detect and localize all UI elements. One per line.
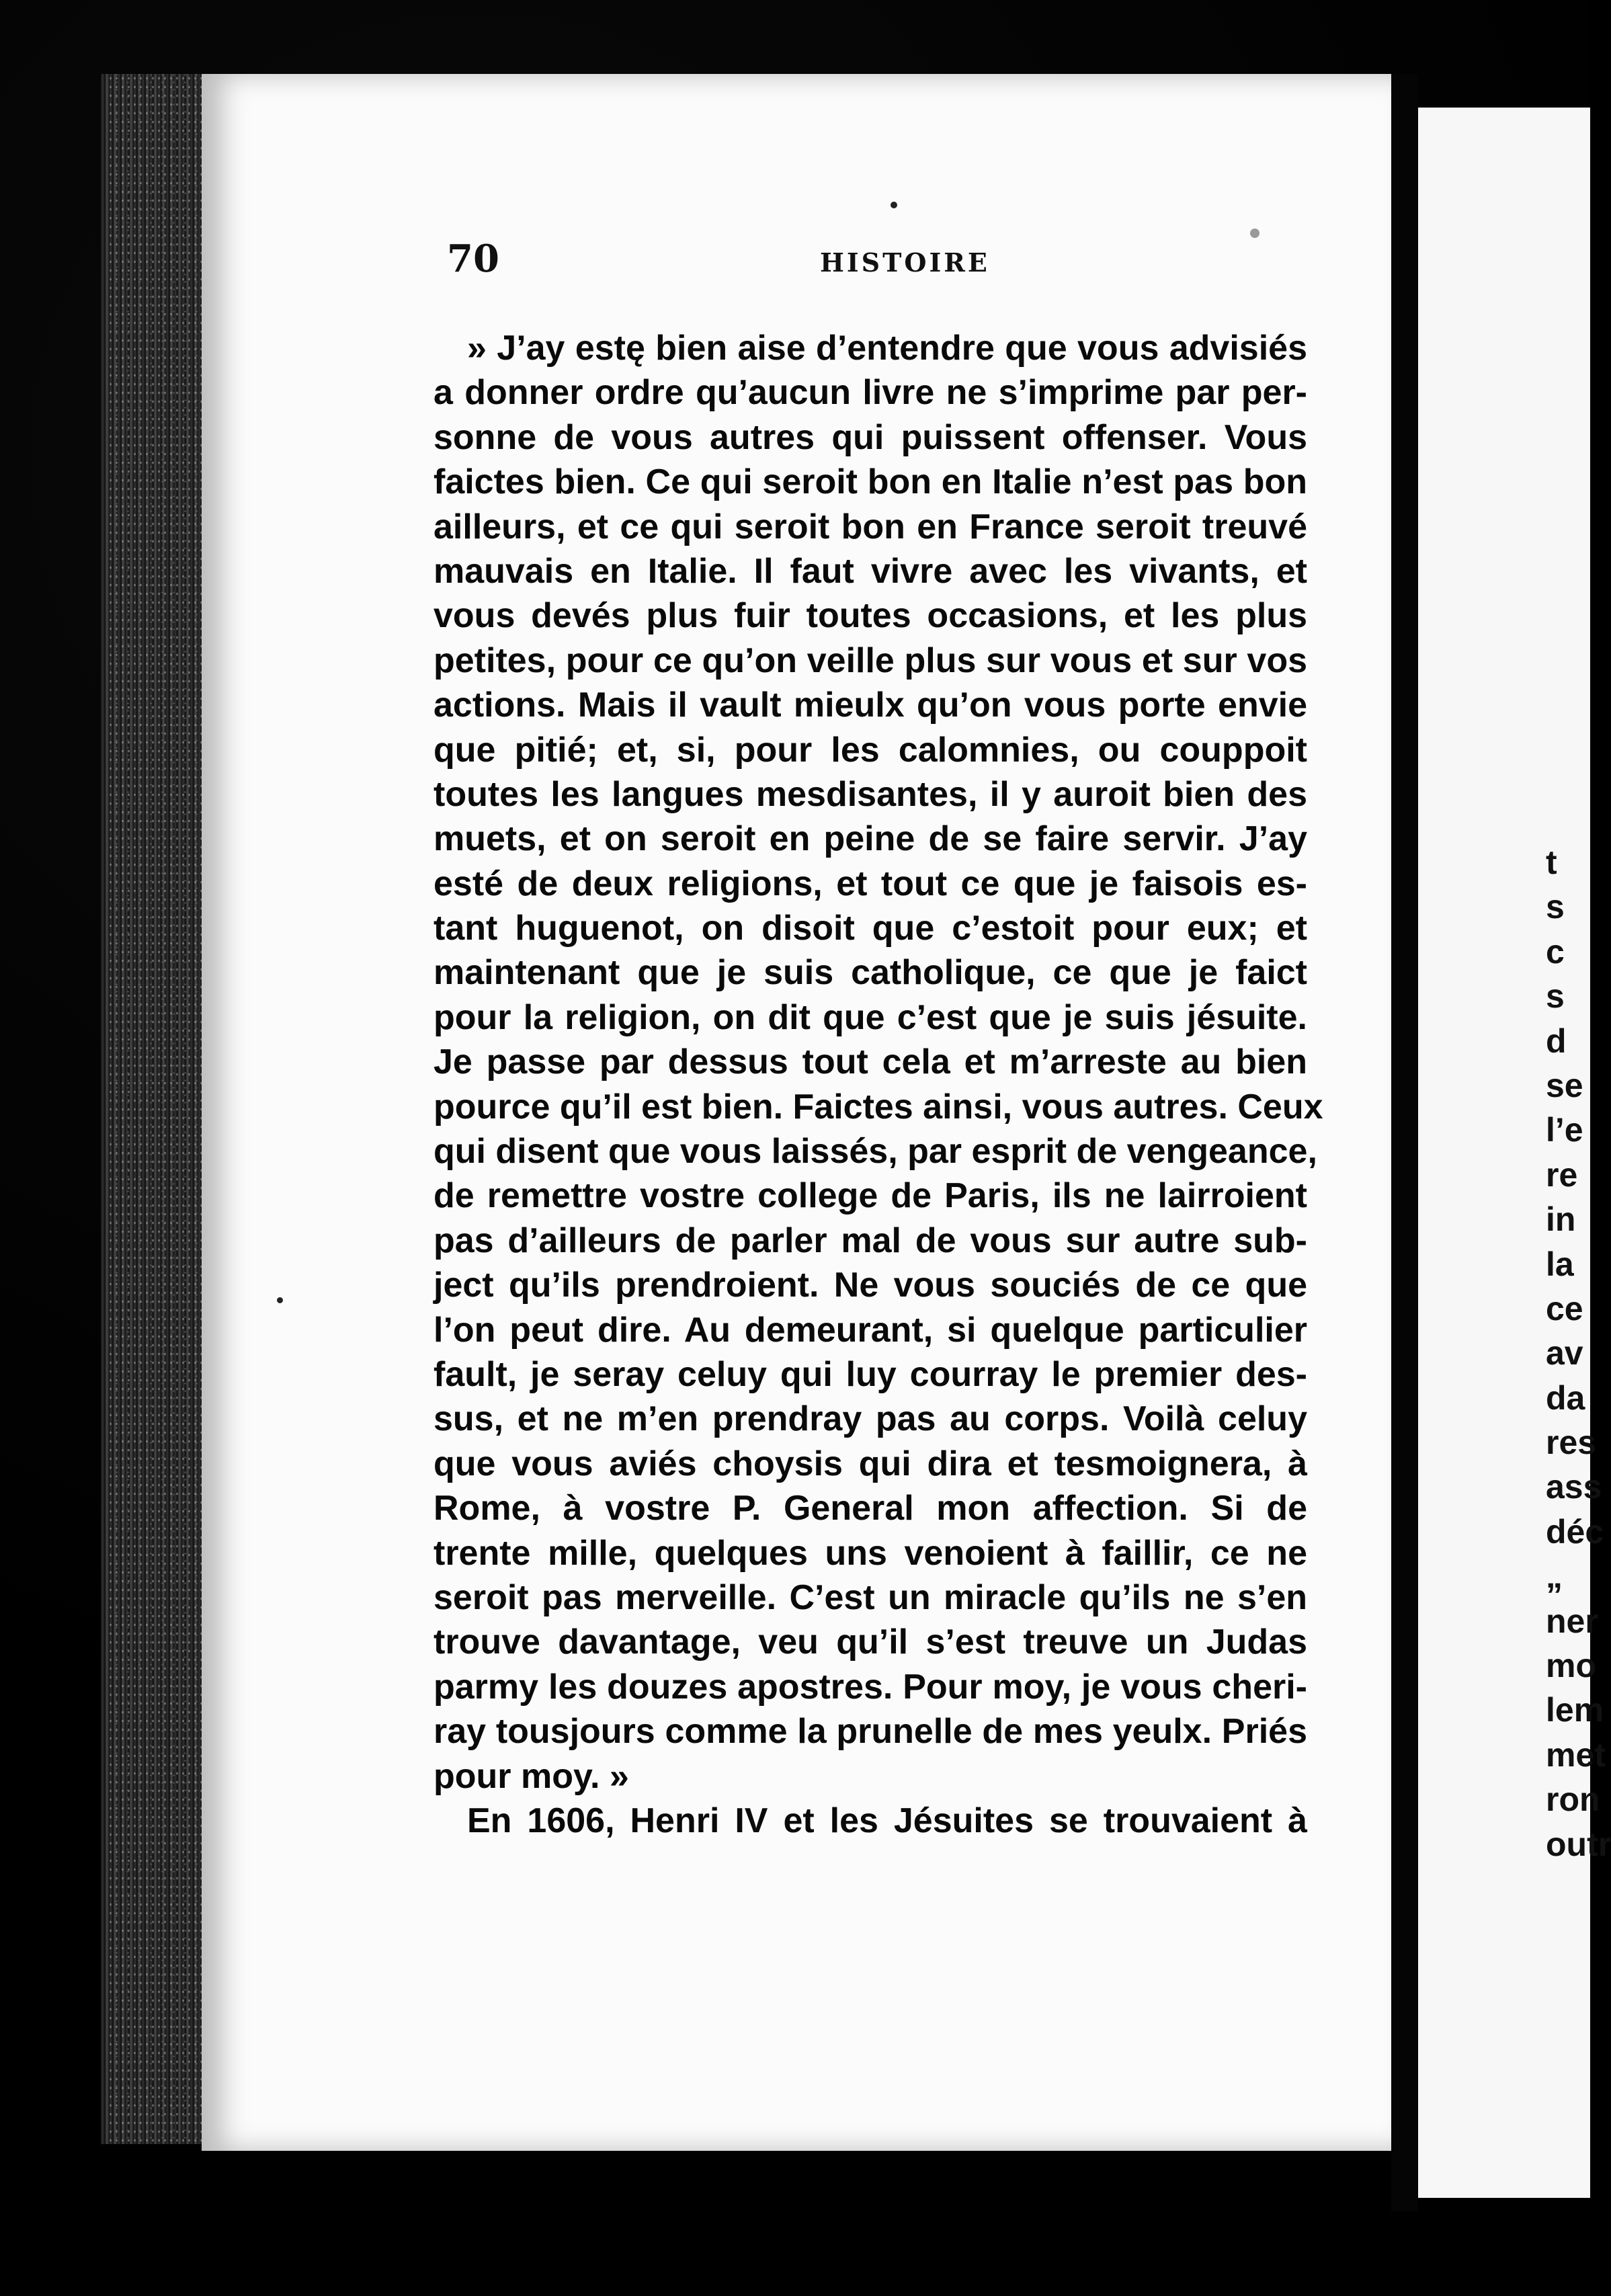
fragment: la <box>1546 1245 1574 1283</box>
fragment: av <box>1546 1334 1583 1372</box>
text-line: ject qu’ils prendroient. Ne vous souciés de ce que <box>433 1266 1307 1305</box>
text-line: que vous aviés choysis qui dira et tesmoignera, à <box>433 1444 1307 1483</box>
fragment: mo <box>1546 1647 1596 1685</box>
text-line: sus, et ne m’en prendray pas au corps. Voilà celuy <box>433 1399 1307 1439</box>
text-line: vous devés plus fuir toutes occasions, et les plus <box>433 596 1307 636</box>
text-line: pas d’ailleurs de parler mal de vous sur autre sub- <box>433 1221 1307 1260</box>
ink-speck <box>277 1297 283 1303</box>
text-line: trouve davantage, veu qu’il s’est treuve un Judas <box>433 1623 1307 1662</box>
fragment: outr <box>1546 1825 1611 1863</box>
fragment: in <box>1546 1200 1576 1239</box>
page-number: 70 <box>447 237 499 281</box>
fragment: „ <box>1546 1557 1563 1596</box>
fragment: l’e <box>1546 1111 1583 1149</box>
text-line: Rome, à vostre P. General mon affection. Si de <box>433 1489 1307 1528</box>
fragment: res <box>1546 1424 1597 1462</box>
fragment: s <box>1546 977 1565 1016</box>
right-page-text-fragments <box>1546 538 1611 1867</box>
text-line: tant huguenot, on disoit que c’estoit pour eux; et <box>433 909 1307 948</box>
page-gutter <box>1391 74 1418 2211</box>
text-line: Je passe par dessus tout cela et m’arreste au bien <box>433 1042 1307 1082</box>
fragment: t <box>1546 844 1557 881</box>
running-head <box>447 237 1294 297</box>
text-line: fault, je seray celuy qui luy courray le premier des- <box>433 1354 1307 1394</box>
fragment: re <box>1546 1155 1578 1194</box>
text-line: muets, et on seroit en peine de se faire servir. J’ay <box>433 819 1307 859</box>
text-line: pour moy. » <box>433 1756 629 1796</box>
text-line: que pitié; et, si, pour les calomnies, ou couppoit <box>433 730 1307 770</box>
fragment: ner <box>1546 1602 1598 1640</box>
text-line: l’on peut dire. Au demeurant, si quelque particulier <box>433 1310 1307 1350</box>
text-line: ailleurs, et ce qui seroit bon en France seroit treuvé <box>433 507 1307 546</box>
text-line: actions. Mais il vault mieulx qu’on vous porte envie <box>433 686 1307 725</box>
text-line: trente mille, quelques uns venoient à faillir, ce ne <box>433 1533 1307 1573</box>
text-line: pour la religion, on dit que c’est que je suis jésuite. <box>433 997 1307 1037</box>
text-line: » J’ay estę bien aise d’entendre que vous advisiés <box>467 329 1307 368</box>
text-line: seroit pas merveille. C’est un miracle qu’ils ne s’en <box>433 1577 1307 1617</box>
fragment: d <box>1546 1022 1567 1060</box>
text-line: petites, pour ce qu’on veille plus sur vous et sur vos <box>433 641 1307 680</box>
fragment: met <box>1546 1735 1606 1774</box>
body-text <box>433 326 1323 1843</box>
text-line: maintenant que je suis catholique, ce que je faict <box>433 953 1307 993</box>
fragment: s <box>1546 888 1565 926</box>
running-head-title: HISTOIRE <box>820 247 990 278</box>
text-line: faictes bien. Ce qui seroit bon en Italie n’est pas bon <box>433 462 1307 502</box>
fragment: ron <box>1546 1780 1600 1819</box>
text-line: toutes les langues mesdisantes, il y auroit bien des <box>433 774 1307 814</box>
fragment: c <box>1546 932 1565 971</box>
text-line: pource qu’il est bien. Faictes ainsi, vous autres. Ceux <box>433 1087 1323 1126</box>
text-line: ray tousjours comme la prunelle de mes yeulx. Priés <box>433 1712 1307 1752</box>
ink-speck <box>891 202 897 208</box>
text-line: sonne de vous autres qui puissent offenser. Vous <box>433 417 1307 457</box>
text-line: a donner ordre qu’aucun livre ne s’imprime par per- <box>433 373 1307 413</box>
fragment: se <box>1546 1066 1583 1104</box>
text-line: mauvais en Italie. Il faut vivre avec les vivants, et <box>433 551 1307 591</box>
binding-texture <box>108 74 208 2144</box>
text-line: parmy les douzes apostres. Pour moy, je vous cheri- <box>433 1667 1307 1707</box>
fragment: ass <box>1546 1468 1602 1506</box>
fragment: déc <box>1546 1512 1604 1551</box>
ink-speck <box>1250 229 1259 238</box>
text-line: esté de deux religions, et tout ce que je faisois es- <box>433 864 1307 903</box>
text-line: de remettre vostre college de Paris, ils ne lairroient <box>433 1176 1307 1216</box>
fragment: da <box>1546 1379 1585 1417</box>
fragment: ce <box>1546 1289 1583 1327</box>
text-line: En 1606, Henri IV et les Jésuites se trouvaient à <box>467 1801 1307 1840</box>
text-line: qui disent que vous laissés, par esprit de vengeance, <box>433 1132 1317 1172</box>
fragment: lem <box>1546 1691 1604 1729</box>
